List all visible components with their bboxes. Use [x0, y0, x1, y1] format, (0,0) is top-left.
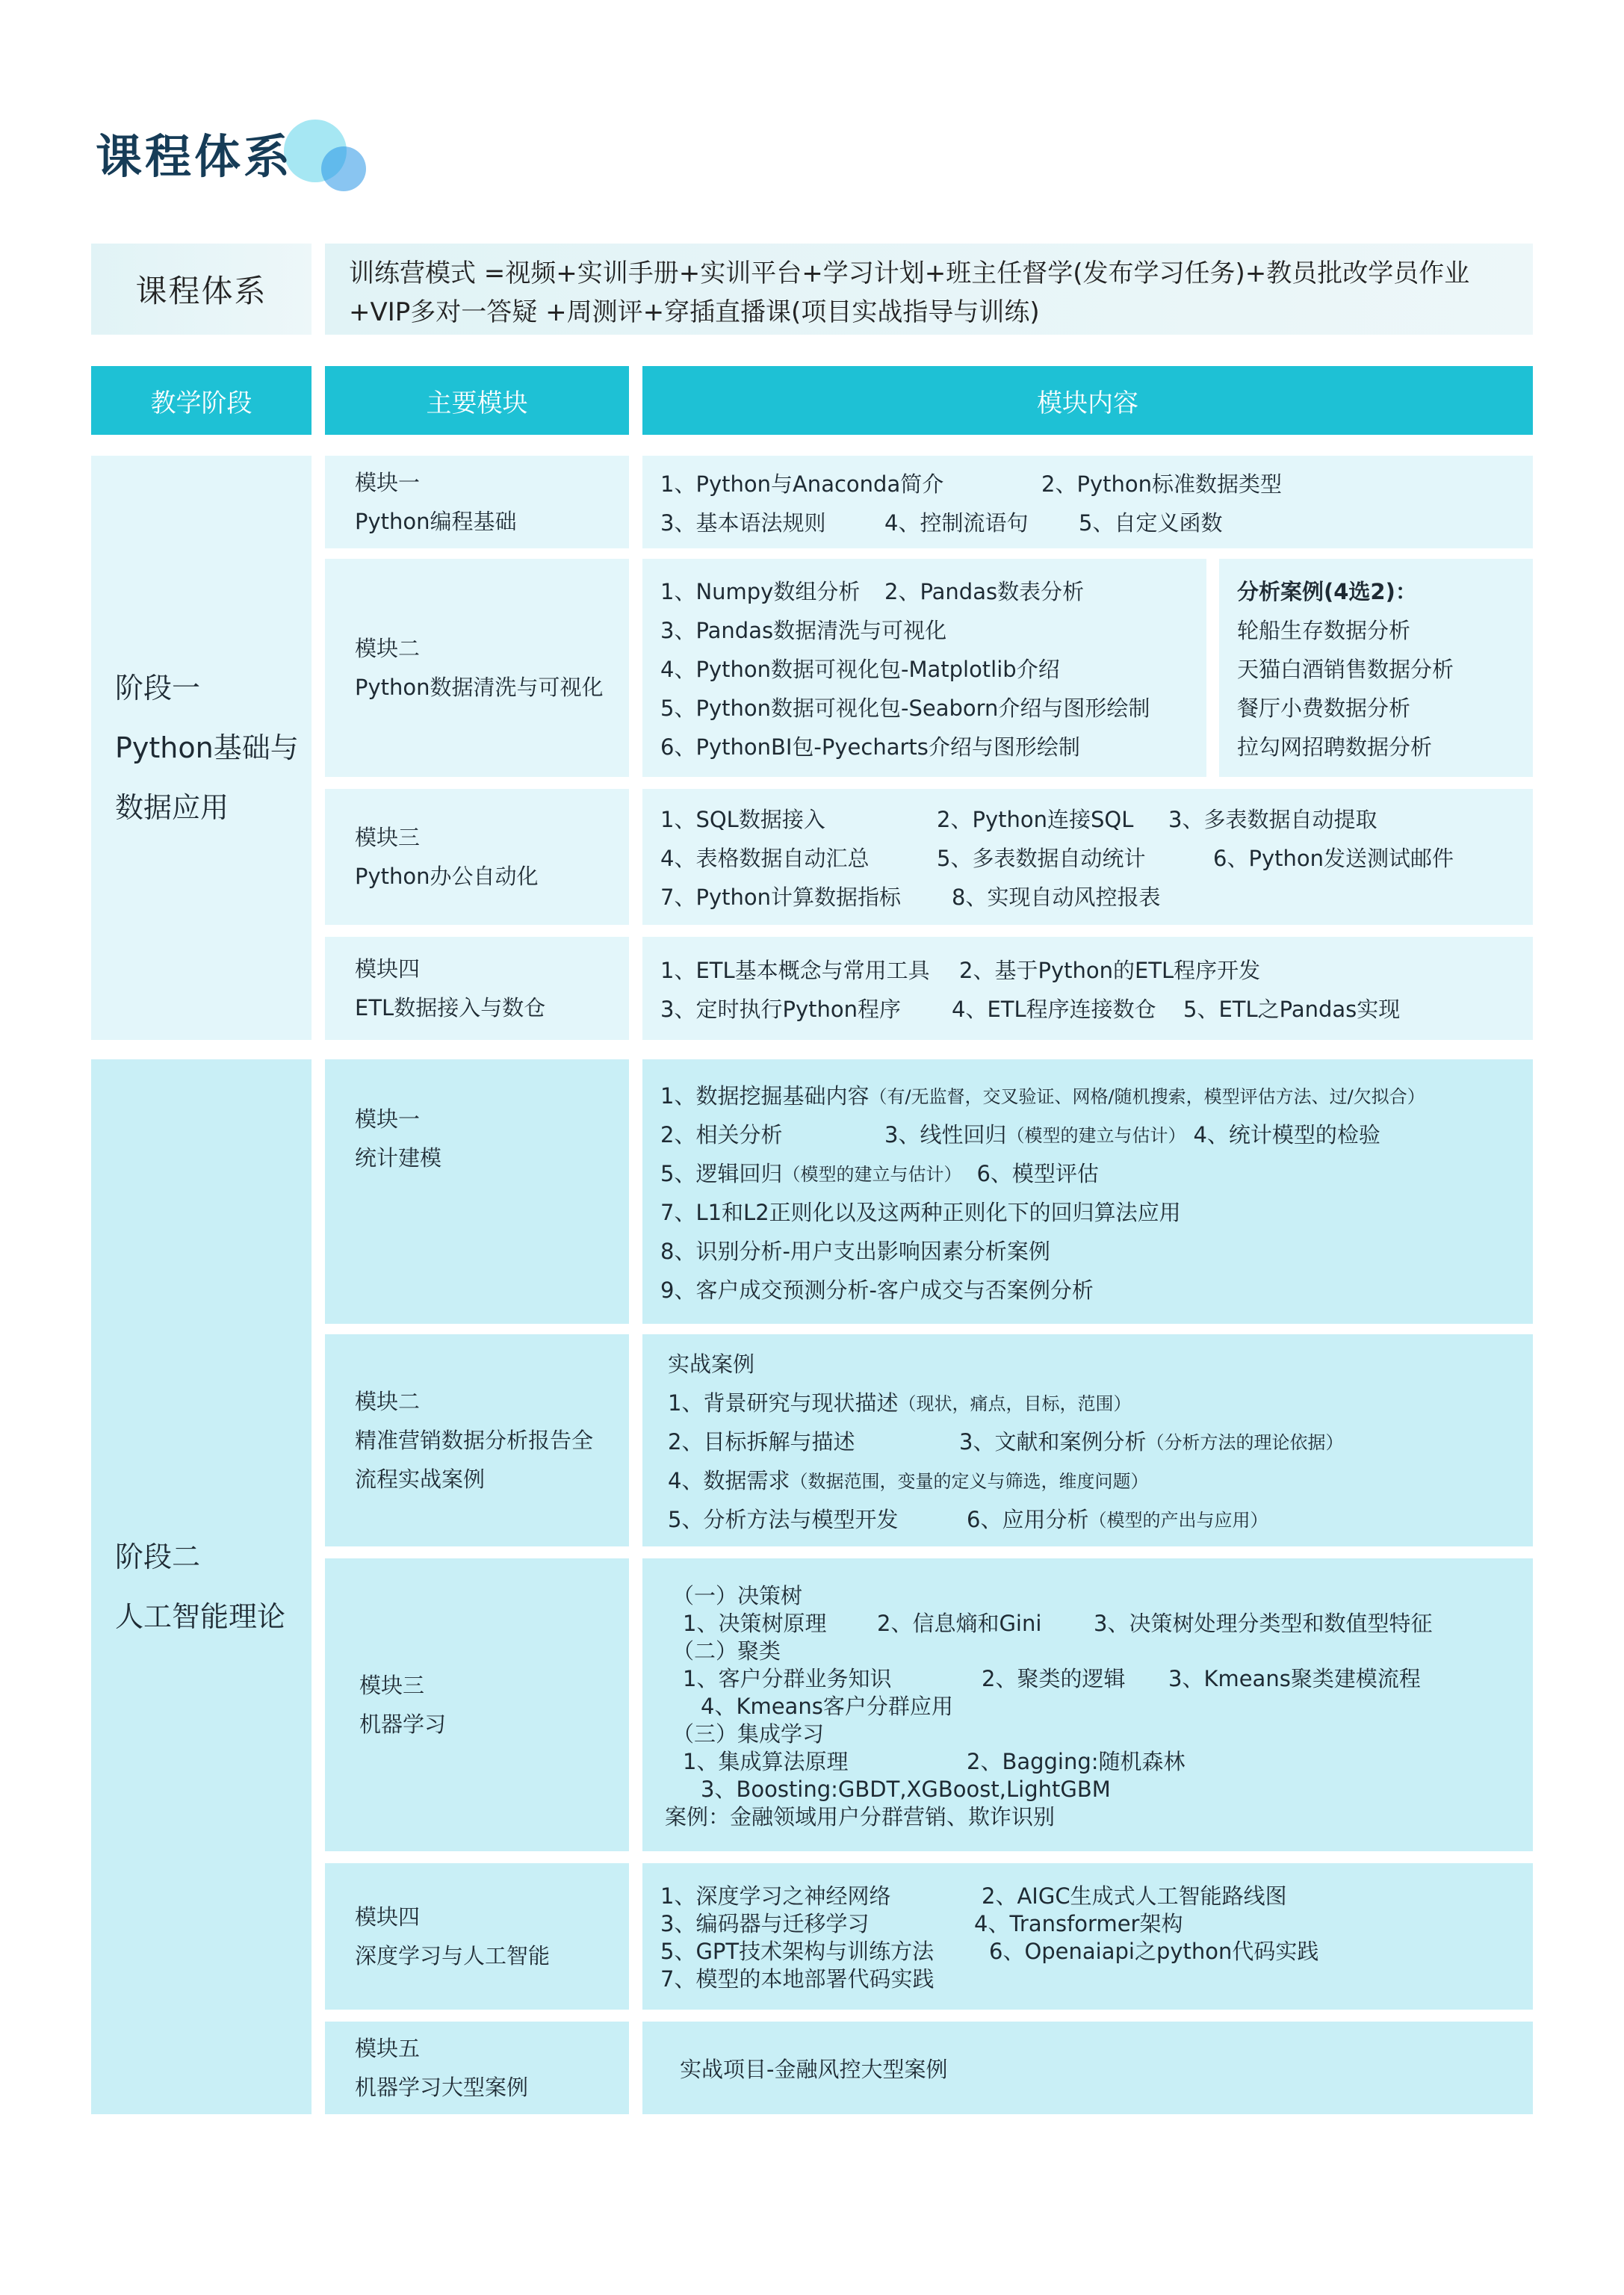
content-line: 3、Boosting:GBDT,XGBoost,LightGBM: [701, 1776, 1111, 1802]
content-item: 1、SQL数据接入: [660, 806, 825, 832]
content-item: 3、决策树处理分类型和数值型特征: [1094, 1610, 1433, 1636]
content-item: 1、决策树原理: [683, 1610, 827, 1636]
content-item: 2、AIGC生成式人工智能路线图: [982, 1883, 1287, 1909]
module-name: 模块四: [355, 1904, 421, 1930]
content-item: 2、Python标准数据类型: [1041, 471, 1282, 497]
system-description-line-2: +VIP多对一答疑 +周测评+穿插直播课(项目实战指导与训练): [349, 297, 1040, 327]
module-title: 机器学习: [359, 1712, 447, 1737]
module-cell: [325, 937, 629, 1040]
content-note: （有/无监督，交叉验证、网格/随机搜索，模型评估方法、过/欠拟合）: [869, 1085, 1425, 1107]
module-cell: [325, 1059, 629, 1324]
module-title: 流程实战案例: [355, 1466, 486, 1492]
content-item: 2、信息熵和Gini: [877, 1610, 1042, 1636]
module-content-cell: [642, 1334, 1533, 1546]
content-line: 9、客户成交预测分析-客户成交与否案例分析: [660, 1277, 1094, 1303]
content-item: 1、Python与Anaconda简介: [660, 471, 944, 497]
content-line: [660, 1075, 1515, 1114]
module-title: 统计建模: [355, 1145, 442, 1171]
content-item: 1、数据挖掘基础内容: [660, 1083, 870, 1109]
content-line: [660, 463, 1515, 502]
module-content-cell: [642, 1863, 1533, 2010]
content-line: （三）集成学习: [672, 1721, 825, 1747]
module-cell: [325, 789, 629, 925]
content-note: （模型的建立与估计）: [782, 1163, 962, 1185]
content-item: 5、分析方法与模型开发: [668, 1506, 899, 1532]
module-title: 深度学习与人工智能: [355, 1943, 551, 1969]
case-list-title: 分析案例(4选2)：: [1237, 578, 1417, 604]
module-cell: [325, 1558, 629, 1851]
content-line: [660, 876, 1515, 915]
content-item: 4、Python数据可视化包-Matplotlib介绍: [660, 656, 1060, 682]
content-item: 6、PythonBI包-Pyecharts介绍与图形绘制: [660, 734, 1080, 760]
content-line: [668, 1460, 1515, 1499]
case-list-cell: [1219, 559, 1533, 777]
content-line: [660, 648, 1188, 687]
content-line: [660, 1153, 1515, 1192]
header-content-label: 模块内容: [1037, 388, 1138, 418]
content-item: 3、基本语法规则: [660, 510, 826, 536]
case-item: 拉勾网招聘数据分析: [1237, 734, 1433, 760]
content-item: 4、ETL程序连接数仓: [952, 996, 1156, 1022]
content-line: [660, 502, 1515, 541]
content-item: 5、GPT技术架构与训练方法: [660, 1939, 935, 1964]
content-line: [660, 571, 1188, 610]
content-item: 2、Bagging:随机森林: [967, 1748, 1186, 1774]
content-line: [660, 610, 1188, 648]
module-content-cell: [642, 2022, 1533, 2114]
system-label-cell: [91, 244, 312, 335]
content-item: 8、实现自动风控报表: [952, 884, 1161, 910]
content-item: 3、线性回归: [884, 1121, 1007, 1148]
content-line: （二）聚类: [672, 1638, 781, 1664]
content-item: 4、控制流语句: [884, 510, 1029, 536]
content-line: 实战案例: [668, 1351, 755, 1377]
content-line: [665, 1608, 1515, 1636]
content-item: 4、数据需求: [668, 1467, 790, 1493]
content-note: （现状，痛点，目标，范围）: [898, 1393, 1132, 1414]
content-item: 7、Python计算数据指标: [660, 884, 901, 910]
content-line: 8、识别分析-用户支出影响因素分析案例: [660, 1238, 1050, 1264]
content-line: [668, 1421, 1515, 1460]
content-item: 3、多表数据自动提取: [1168, 806, 1377, 832]
content-note: （分析方法的理论依据）: [1146, 1431, 1344, 1453]
content-item: 6、Python发送测试邮件: [1213, 845, 1454, 871]
content-line: [660, 950, 1515, 988]
content-line: [660, 988, 1515, 1027]
module-content-cell: [642, 937, 1533, 1040]
content-item: 1、背景研究与现状描述: [668, 1390, 899, 1416]
stage-2-cell: [91, 1059, 312, 2114]
content-item: 5、ETL之Pandas实现: [1183, 996, 1401, 1022]
module-title: Python办公自动化: [355, 864, 539, 889]
stage-1-line: Python基础与: [115, 731, 299, 764]
module-title: Python编程基础: [355, 509, 517, 534]
module-cell: [325, 456, 629, 548]
content-line: [660, 726, 1188, 765]
header-module: [325, 366, 629, 435]
content-item: 4、Transformer架构: [974, 1911, 1183, 1936]
content-item: 1、客户分群业务知识: [683, 1665, 892, 1691]
module-content-cell: [642, 456, 1533, 548]
content-line: [660, 1909, 1515, 1936]
content-line: 案例：金融领域用户分群营销、欺诈识别: [665, 1803, 1056, 1830]
module-title: 机器学习大型案例: [355, 2075, 529, 2100]
module-name: 模块二: [355, 1389, 421, 1414]
content-note: （模型的产出与应用）: [1088, 1509, 1268, 1531]
content-line: 实战项目-金融风控大型案例: [680, 2056, 948, 2082]
module-name: 模块四: [355, 956, 421, 982]
content-item: 6、模型评估: [976, 1160, 1099, 1186]
content-item: 5、Python数据可视化包-Seaborn介绍与图形绘制: [660, 695, 1150, 721]
content-item: 2、基于Python的ETL程序开发: [959, 957, 1261, 983]
content-item: 3、Pandas数据清洗与可视化: [660, 617, 947, 643]
content-note: （数据范围，变量的定义与筛选，维度问题）: [790, 1470, 1149, 1492]
content-item: 4、统计模型的检验: [1193, 1121, 1380, 1148]
content-item: 2、Pandas数表分析: [884, 578, 1085, 604]
content-item: 6、Openaiapi之python代码实践: [989, 1939, 1319, 1964]
content-line: （一）决策树: [672, 1582, 803, 1608]
stage-1-line: 阶段一: [115, 672, 201, 704]
content-item: 3、文献和案例分析: [959, 1428, 1147, 1455]
content-item: 1、集成算法原理: [683, 1748, 849, 1774]
content-item: 2、聚类的逻辑: [982, 1665, 1126, 1691]
stage-1-line: 数据应用: [115, 791, 229, 824]
header-content: [642, 366, 1533, 435]
module-cell: [325, 559, 629, 777]
case-item: 餐厅小费数据分析: [1237, 695, 1411, 721]
case-item: 天猫白酒销售数据分析: [1237, 656, 1454, 682]
module-cell: [325, 1863, 629, 2010]
content-item: 5、自定义函数: [1079, 510, 1223, 536]
module-content-cell: [642, 1059, 1533, 1324]
content-item: 3、Kmeans聚类建模流程: [1168, 1665, 1421, 1691]
content-item: 2、Python连接SQL: [937, 806, 1134, 832]
content-line: [660, 1881, 1515, 1909]
header-module-label: 主要模块: [426, 388, 528, 418]
content-item: 6、应用分析: [967, 1506, 1089, 1532]
module-name: 模块三: [355, 825, 421, 850]
module-content-cell: [642, 789, 1533, 925]
system-label: 课程体系: [135, 273, 267, 309]
module-title: 精准营销数据分析报告全: [355, 1428, 594, 1453]
module-cell: [325, 2022, 629, 2114]
content-item: 2、相关分析: [660, 1121, 783, 1148]
module-name: 模块一: [355, 470, 421, 495]
content-note: （模型的建立与估计）: [1006, 1124, 1186, 1146]
stage-1-cell: [91, 456, 312, 1040]
module-name: 模块二: [355, 636, 421, 661]
content-item: 1、深度学习之神经网络: [660, 1883, 891, 1909]
content-item: 1、ETL基本概念与常用工具: [660, 957, 930, 983]
module-content-cell: [642, 1558, 1533, 1851]
module-title: Python数据清洗与可视化: [355, 675, 604, 700]
content-item: 4、表格数据自动汇总: [660, 845, 870, 871]
content-item: 3、编码器与迁移学习: [660, 1911, 870, 1936]
module-name: 模块五: [355, 2036, 421, 2061]
content-line: 4、Kmeans客户分群应用: [701, 1693, 953, 1719]
decor-circle-small: [321, 146, 366, 191]
content-item: 2、目标拆解与描述: [668, 1428, 855, 1455]
header-stage: [91, 366, 312, 435]
stage-2-line: 人工智能理论: [115, 1600, 286, 1633]
module-name: 模块三: [359, 1673, 425, 1698]
module-name: 模块一: [355, 1106, 421, 1132]
content-item: 1、Numpy数组分析: [660, 578, 861, 604]
content-line: [665, 1664, 1515, 1691]
content-line: [665, 1747, 1515, 1774]
module-cell: [325, 1334, 629, 1546]
content-line: [660, 687, 1188, 726]
content-line: [668, 1382, 1515, 1421]
content-line: 7、模型的本地部署代码实践: [660, 1966, 935, 1992]
content-line: [668, 1499, 1515, 1537]
header-stage-label: 教学阶段: [150, 388, 252, 418]
system-description-line-1: 训练营模式 =视频+实训手册+实训平台+学习计划+班主任督学(发布学习任务)+教员批改学员作业: [349, 258, 1470, 288]
module-content-cell: [642, 559, 1206, 777]
content-line: [660, 1114, 1515, 1153]
content-line: [660, 799, 1515, 837]
content-line: 7、L1和L2正则化以及这两种正则化下的回归算法应用: [660, 1199, 1181, 1225]
module-title: ETL数据接入与数仓: [355, 995, 546, 1020]
stage-2-line: 阶段二: [115, 1540, 201, 1573]
case-item: 轮船生存数据分析: [1237, 617, 1411, 643]
page-title: 课程体系: [96, 129, 294, 184]
system-description-cell: [325, 244, 1533, 335]
content-line: [660, 837, 1515, 876]
content-item: 3、定时执行Python程序: [660, 996, 901, 1022]
content-item: 5、逻辑回归: [660, 1160, 783, 1186]
content-line: [660, 1936, 1515, 1964]
content-item: 5、多表数据自动统计: [937, 845, 1146, 871]
